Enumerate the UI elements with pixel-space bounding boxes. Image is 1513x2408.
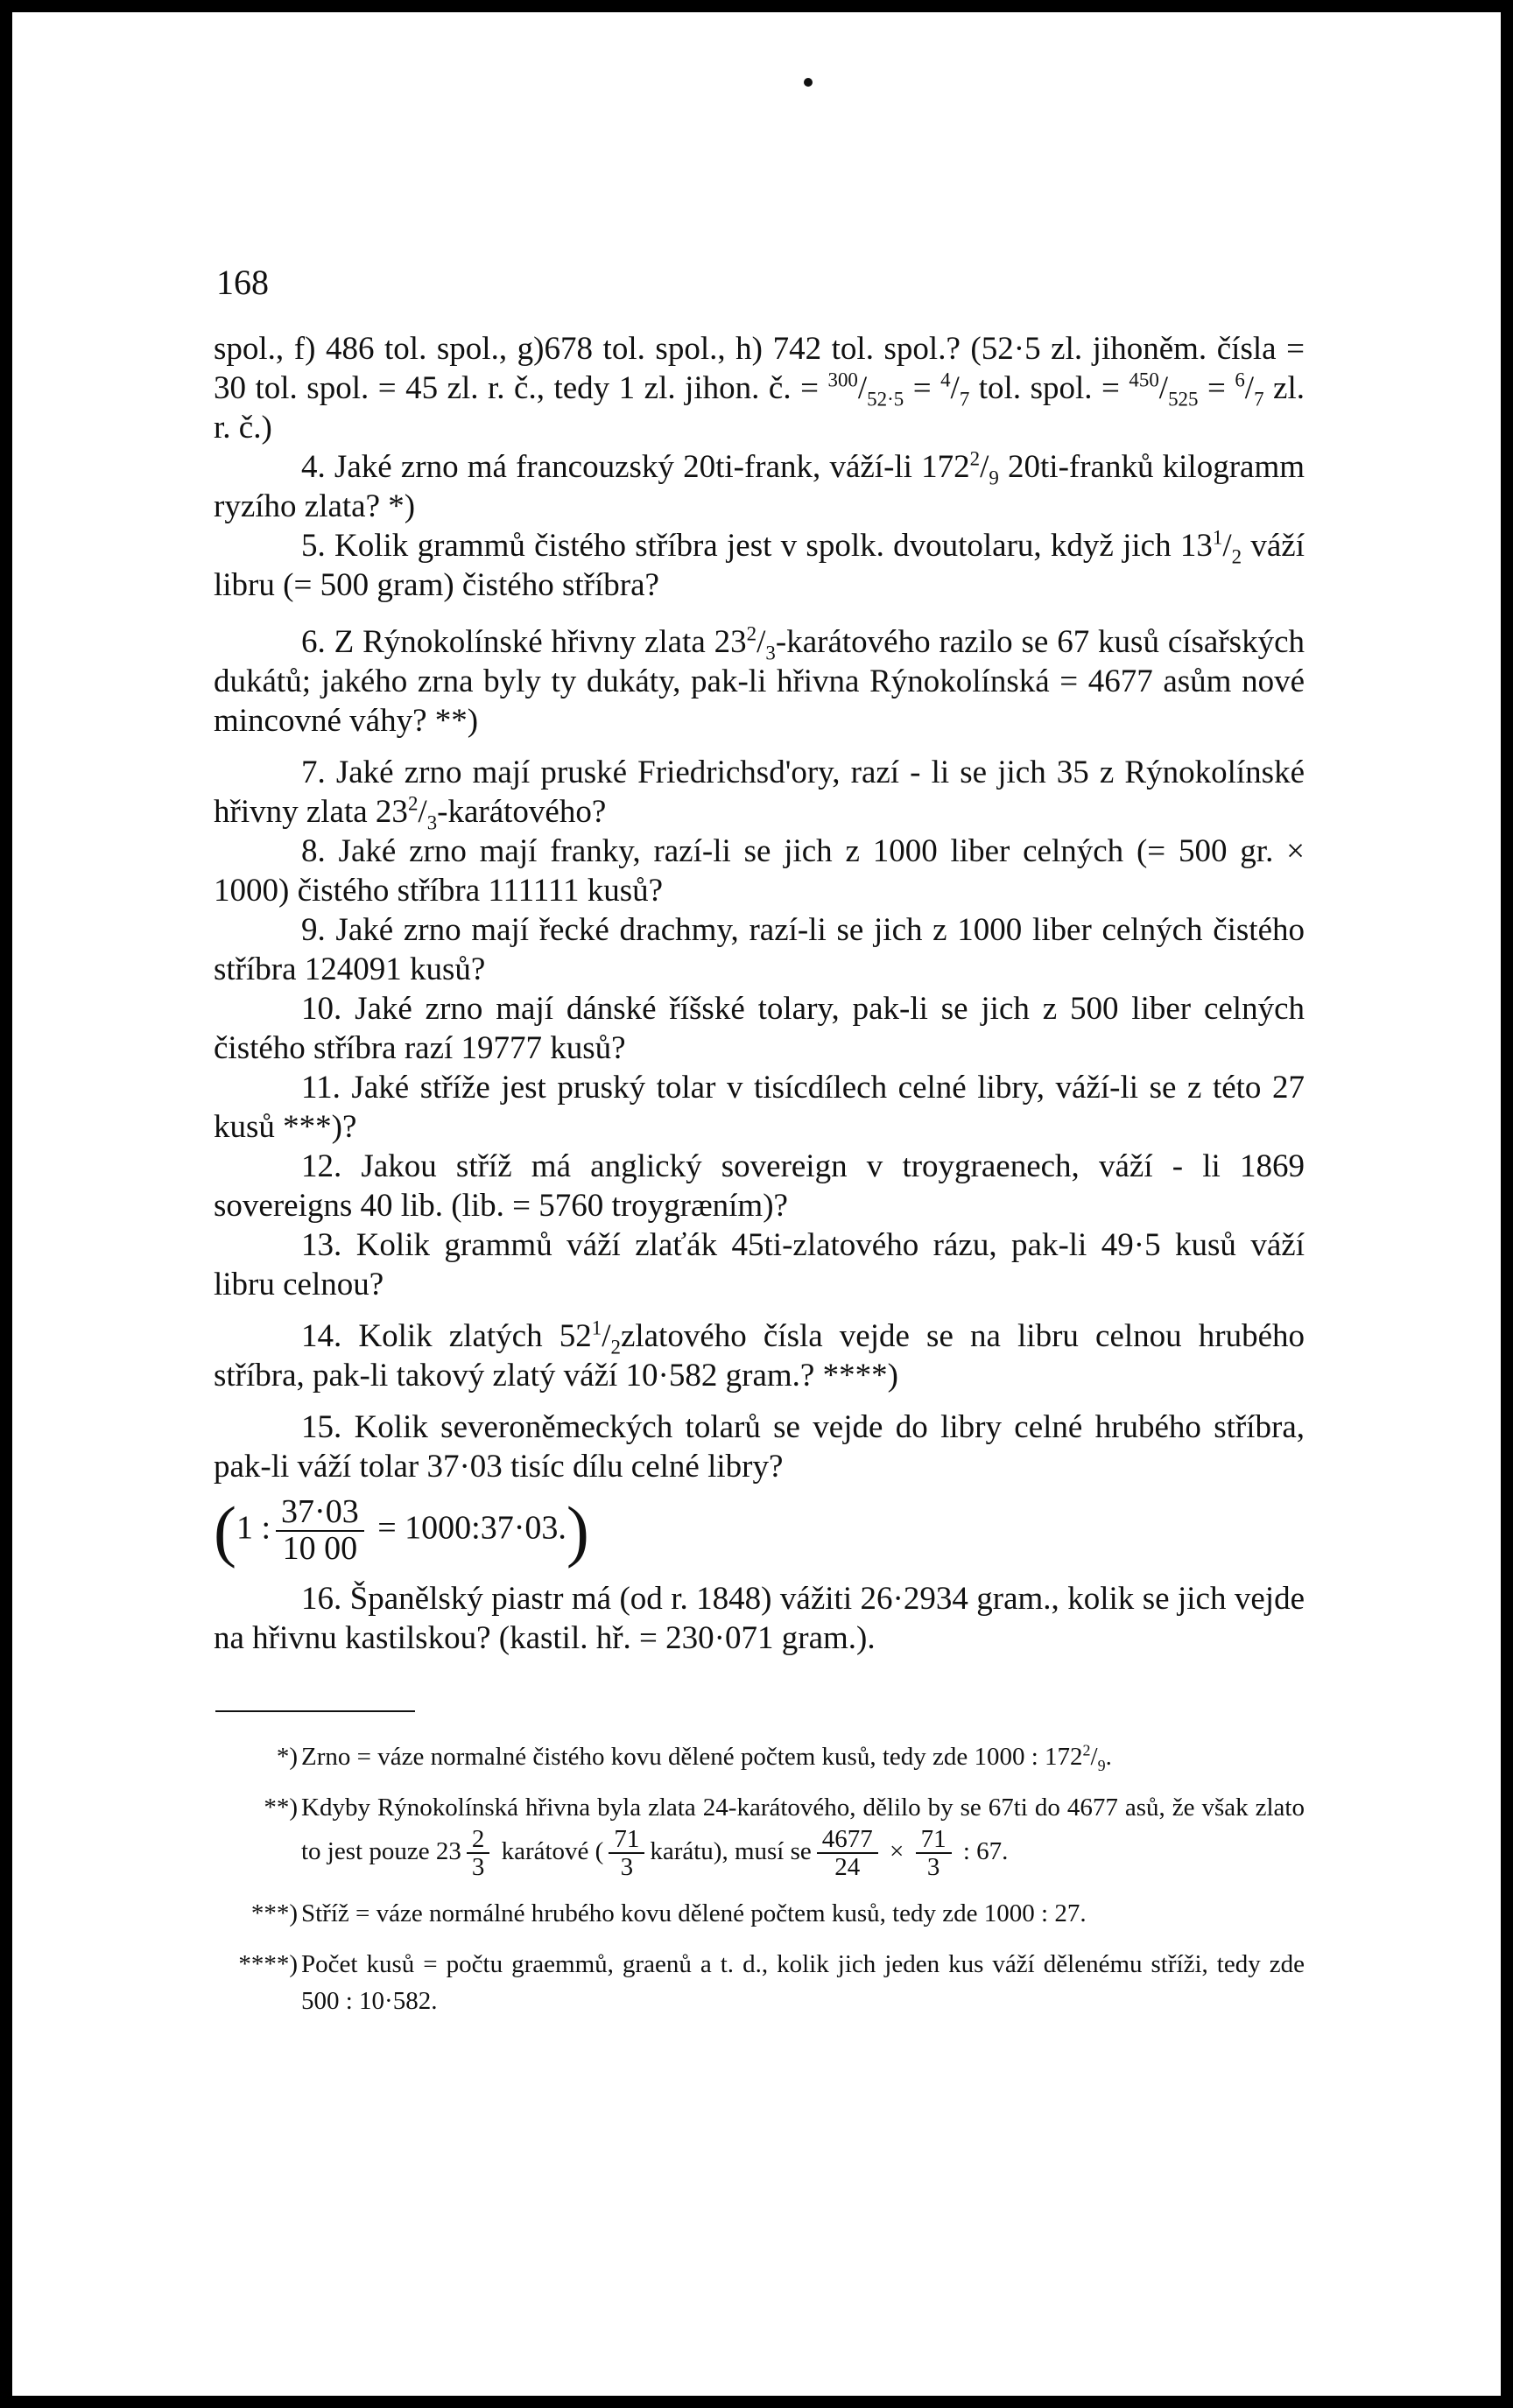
question-7: 7. Jaké zrno mají pruské Friedrichsd'ory, razí - li se jich 35 z Rýnokolínské hřivny zlata $23^2/_3$-karátového?: [214, 755, 1305, 834]
footnote-1-mark: *): [276, 1743, 298, 1771]
question-15: 15. Kolik severoněmeckých tolarů se vejde do libry celné hrubého stříbra, pak-li váží tolar 37·03 tisíc dílu celné libry?: [214, 1409, 1305, 1485]
question-4: 4. Jaké zrno má francouzský 20ti-frank, váží-li $172^2/_9$ 20ti-franků kilogramm ryzího zlata? *): [214, 447, 1305, 524]
footnote-3-mark: ***): [250, 1899, 298, 1927]
book-page: [12, 12, 1501, 2396]
footnote-3: ***) Stříž = váze normálné hrubého kovu dělené počtem kusů, tedy zde 1000 : 27.: [214, 1895, 1305, 1932]
question-9: 9. Jaké zrno mají řecké drachmy, razí-li se jich z 1000 liber celných čistého stříbra 124091 kusů?: [214, 912, 1305, 987]
question-16: 16. Španělský piastr má (od r. 1848) vážiti 26·2934 gram., kolik se jich vejde na hřivnu kastilskou? (kastil. hř. = 230·071 gram.).: [214, 1580, 1305, 1656]
exercise-text: [214, 329, 1305, 1658]
footnote-separator: [215, 1710, 415, 1712]
question-11: 11. Jaké stříže jest pruský tolar v tisícdílech celné libry, váží-li se z této 27 kusů ***)?: [214, 1070, 1305, 1145]
question-12: 12. Jakou stříž má anglický sovereign v troygraenech, váží - li 1869 sovereigns 40 lib. (lib. = 5760 troygræním)?: [214, 1148, 1305, 1224]
footnote-2-mark: **): [264, 1794, 298, 1822]
footnote-4: ****) Počet kusů = počtu graemmů, graenů a t. d., kolik jich jeden kus váží dělenému stříži, tedy zde 500 : 10·582.: [214, 1946, 1305, 2019]
question-14: 14. Kolik zlatých $52^1/_2zlatového$ čísla vejde se na libru celnou hrubého stříbra, pak-li takový zlatý váží 10·582 gram.? ****): [214, 1316, 1305, 1394]
footnote-1: *) Zrno = váze normalné čistého kovu dělené počtem kusů, tedy zde 1000 : $172^2/_9$.: [214, 1738, 1305, 1775]
question-15-formula: (1 : $\frac{37\cdot 03}{10 00}$ = 1000:37·03.): [214, 1492, 589, 1569]
question-5: 5. Kolik grammů čistého stříbra jest v spolk. dvoutolaru, když jich $13^1/_2$ váží libru (= 500 gram) čistého stříbra?: [214, 526, 1305, 603]
footnotes: [214, 1738, 1305, 2033]
intro-paragraph: spol., f) 486 tol. spol., g)678 tol. spol., h) 742 tol. spol.? (52·5 zl. jihoněm. čísla = 30 tol. spol. = 45 zl. r. č., tedy 1 zl. jihon. č. = $^{300}/_{52\cdot 5} = ^4/_7$ tol. spol. = $^{450}/_{525} = ^6/_7$ zl. r. č.): [214, 331, 1305, 446]
question-10: 10. Jaké zrno mají dánské říšské tolary, pak-li se jich z 500 liber celných čistého stříbra razí 19777 kusů?: [214, 991, 1305, 1066]
question-6: 6. Z Rýnokolínské hřivny zlata $23^2/_3$-karátového razilo se 67 kusů císařských dukátů; jakého zrna byly ty dukáty, pak-li hřivna Rýnokolínská = 4677 asům nové mincovné váhy? **): [214, 622, 1305, 739]
formula-fraction: $\frac{37\cdot 03}{10 00}$: [276, 1495, 364, 1567]
footnote-2: **) Kdyby Rýnokolínská hřivna byla zlata 24-karátového, dělilo by se 67ti do 4677 asů, že však zlato to jest pouze 23 $\frac{2}{3}$ karátové ( $\frac{71}{3}$ karátu), musí se $\frac{4677}{24}$ × $\frac{71}{3}$ : 67.: [214, 1789, 1305, 1881]
printing-speck: [804, 78, 813, 87]
question-8: 8. Jaké zrno mají franky, razí-li se jich z 1000 liber celných (= 500 gr. × 1000) čistého stříbra 111111 kusů?: [214, 833, 1305, 909]
page-number: 168: [216, 263, 269, 302]
footnote-4-mark: ****): [238, 1949, 298, 1978]
question-13: 13. Kolik grammů váží zlaťák 45ti-zlatového rázu, pak-li 49·5 kusů váží libru celnou?: [214, 1227, 1305, 1302]
